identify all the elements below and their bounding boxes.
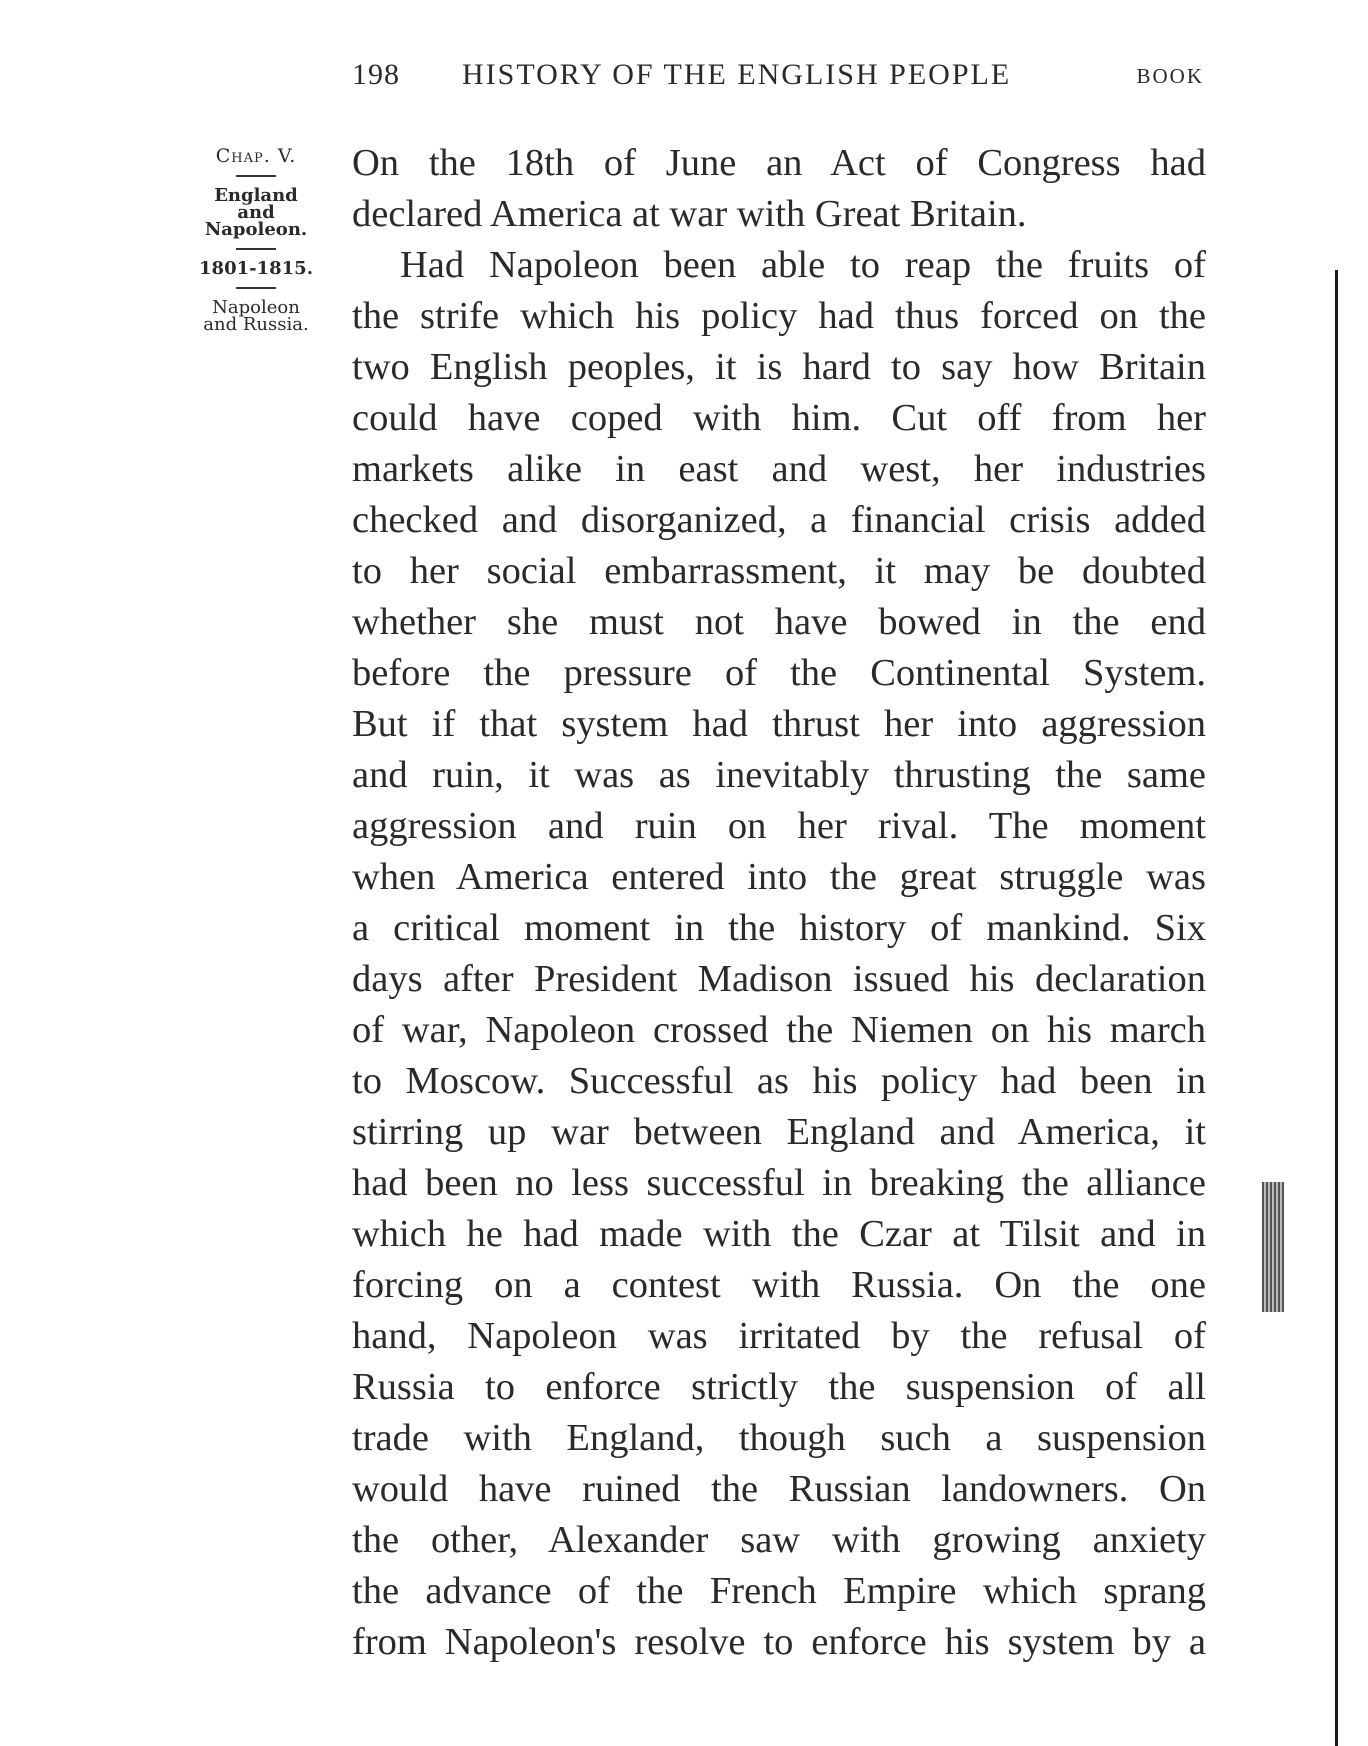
years-note: 1801-1815. [199, 258, 313, 279]
text-line: from Napoleon's resolve to enforce his system by a [352, 1621, 1206, 1663]
text-line: to Moscow. Successful as his policy had been in [352, 1060, 1206, 1102]
text-line: the strife which his policy had thus forced on the [352, 295, 1206, 337]
running-title: HISTORY OF THE ENGLISH PEOPLE [462, 58, 1012, 91]
text-line: Had Napoleon been able to reap the fruits of [400, 244, 1206, 286]
body-text [352, 138, 1206, 1668]
margin-rule [236, 248, 276, 250]
text-line: of war, Napoleon crossed the Niemen on his march [352, 1009, 1206, 1051]
text-line: hand, Napoleon was irritated by the refusal of [352, 1315, 1206, 1357]
subject-note-line1: England [214, 185, 298, 206]
text-line: On the 18th of June an Act of Congress had [352, 142, 1206, 184]
chapter-note: Chap. V. [215, 145, 297, 167]
text-line: declared America at war with Great Britain. [352, 193, 1027, 235]
margin-notes [186, 145, 326, 343]
text-line: and ruin, it was as inevitably thrusting the same [352, 754, 1206, 796]
text-line: checked and disorganized, a financial crisis added [352, 499, 1206, 541]
margin-rule [236, 175, 276, 177]
text-line: Russia to enforce strictly the suspension of all [352, 1366, 1206, 1408]
text-line: would have ruined the Russian landowners. On [352, 1468, 1206, 1510]
text-line: could have coped with him. Cut off from her [352, 397, 1206, 439]
text-line: whether she must not have bowed in the end [352, 601, 1206, 643]
text-line: trade with England, though such a suspension [352, 1417, 1206, 1459]
text-line: which he had made with the Czar at Tilsit and in [352, 1213, 1206, 1255]
running-head [352, 58, 1204, 98]
scan-artifact [1262, 1182, 1284, 1312]
subject-note-line3: Napoleon. [204, 219, 308, 240]
text-line: the other, Alexander saw with growing anxiety [352, 1519, 1206, 1561]
text-line: markets alike in east and west, her industries [352, 448, 1206, 490]
text-line: a critical moment in the history of mankind. Six [352, 907, 1206, 949]
margin-rule [236, 287, 276, 289]
text-line: aggression and ruin on her rival. The moment [352, 805, 1206, 847]
text-line: the advance of the French Empire which sprang [352, 1570, 1206, 1612]
running-book-label: BOOK [1136, 64, 1204, 88]
text-line: when America entered into the great struggle was [352, 856, 1206, 898]
text-line: days after President Madison issued his declaration [352, 958, 1206, 1000]
page-number: 198 [352, 58, 400, 91]
text-line: forcing on a contest with Russia. On the one [352, 1264, 1206, 1306]
text-line: stirring up war between England and America, it [352, 1111, 1206, 1153]
text-line: before the pressure of the Continental System. [352, 652, 1206, 694]
topic-note-line2: and Russia. [203, 314, 309, 335]
text-line: to her social embarrassment, it may be doubted [352, 550, 1206, 592]
text-line: two English peoples, it is hard to say how Britain [352, 346, 1206, 388]
text-line: had been no less successful in breaking the alliance [352, 1162, 1206, 1204]
text-line: But if that system had thrust her into aggression [352, 703, 1206, 745]
subject-note-line2: and [237, 202, 275, 223]
topic-note-line1: Napoleon [212, 297, 300, 318]
scan-page-edge [1335, 270, 1338, 1746]
